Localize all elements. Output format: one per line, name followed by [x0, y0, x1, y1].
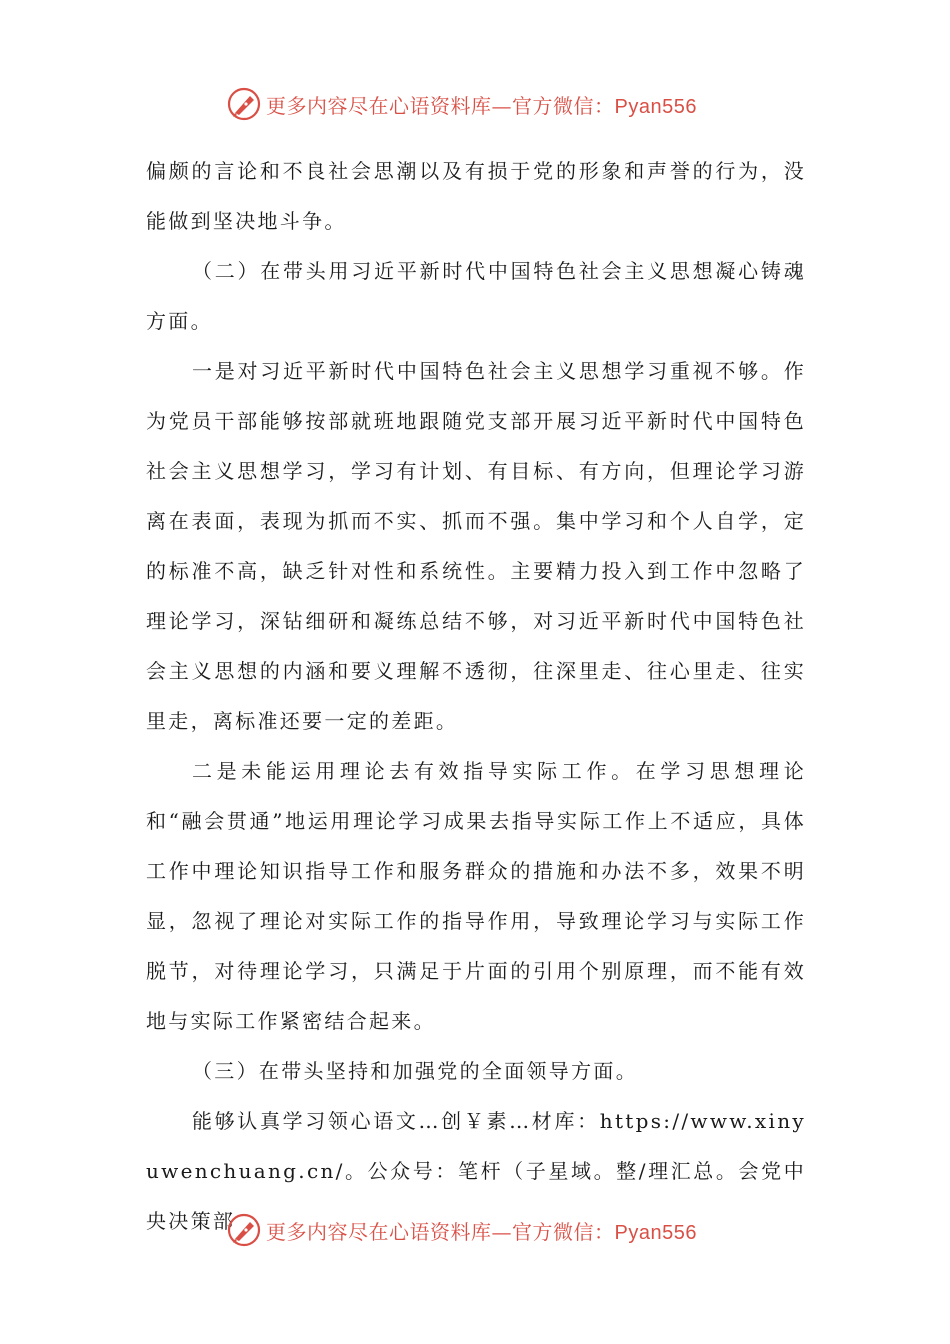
document-body: [146, 146, 806, 1246]
banner-dash: —: [491, 93, 512, 118]
banner-wechat-label: 官方微信：: [512, 93, 615, 118]
paragraph-point-2: 二是未能运用理论去有效指导实际工作。在学习思想理论和“融会贯通”地运用理论学习成果去指导实际工作上不适应，具体工作中理论知识指导工作和服务群众的措施和办法不多，效果不明显，忽视了理论对实际工作的指导作用，导致理论学习与实际工作脱节，对待理论学习，只满足于片面的引用个别原理，而不能有效地与实际工作紧密结合起来。: [146, 759, 806, 1033]
pen-nib-logo-icon: [226, 1212, 262, 1248]
banner-text: [266, 90, 697, 119]
banner-main-text: 更多内容尽在心语资料库: [266, 1219, 492, 1244]
paragraph-point-1: 一是对习近平新时代中国特色社会主义思想学习重视不够。作为党员干部能够按部就班地跟随党支部开展习近平新时代中国特色社会主义思想学习，学习有计划、有目标、有方向，但理论学习游离在表面，表现为抓而不实、抓而不强。集中学习和个人自学，定的标准不高，缺乏针对性和系统性。主要精力投入到工作中忽略了理论学习，深钻细研和凝练总结不够，对习近平新时代中国特色社会主义思想的内涵和要义理解不透彻，往深里走、往心里走、往实里走，离标准还要一定的差距。: [146, 359, 806, 733]
footer-watermark-banner: [226, 1210, 746, 1250]
banner-dash: —: [491, 1219, 512, 1244]
banner-text: [266, 1216, 697, 1245]
section-heading-2: （二）在带头用习近平新时代中国特色社会主义思想凝心铸魂方面。: [146, 259, 806, 333]
paragraph-continuation: 偏颇的言论和不良社会思潮以及有损于党的形象和声誉的行为，没能做到坚决地斗争。: [146, 159, 806, 233]
paragraph-partial: 能够认真学习领心语文…创￥素…材库：https://www.xinyuwenchuang.cn/。公众号：笔杆（子星域。整/理汇总。会党中央决策部: [146, 1109, 806, 1233]
header-watermark-banner: [226, 84, 746, 124]
pen-nib-logo-icon: [226, 86, 262, 122]
section-heading-3: （三）在带头坚持和加强党的全面领导方面。: [192, 1059, 638, 1083]
banner-wechat-label: 官方微信：: [512, 1219, 615, 1244]
banner-account-id: Pyan556: [614, 1221, 697, 1244]
banner-account-id: Pyan556: [614, 95, 697, 118]
banner-main-text: 更多内容尽在心语资料库: [266, 93, 492, 118]
